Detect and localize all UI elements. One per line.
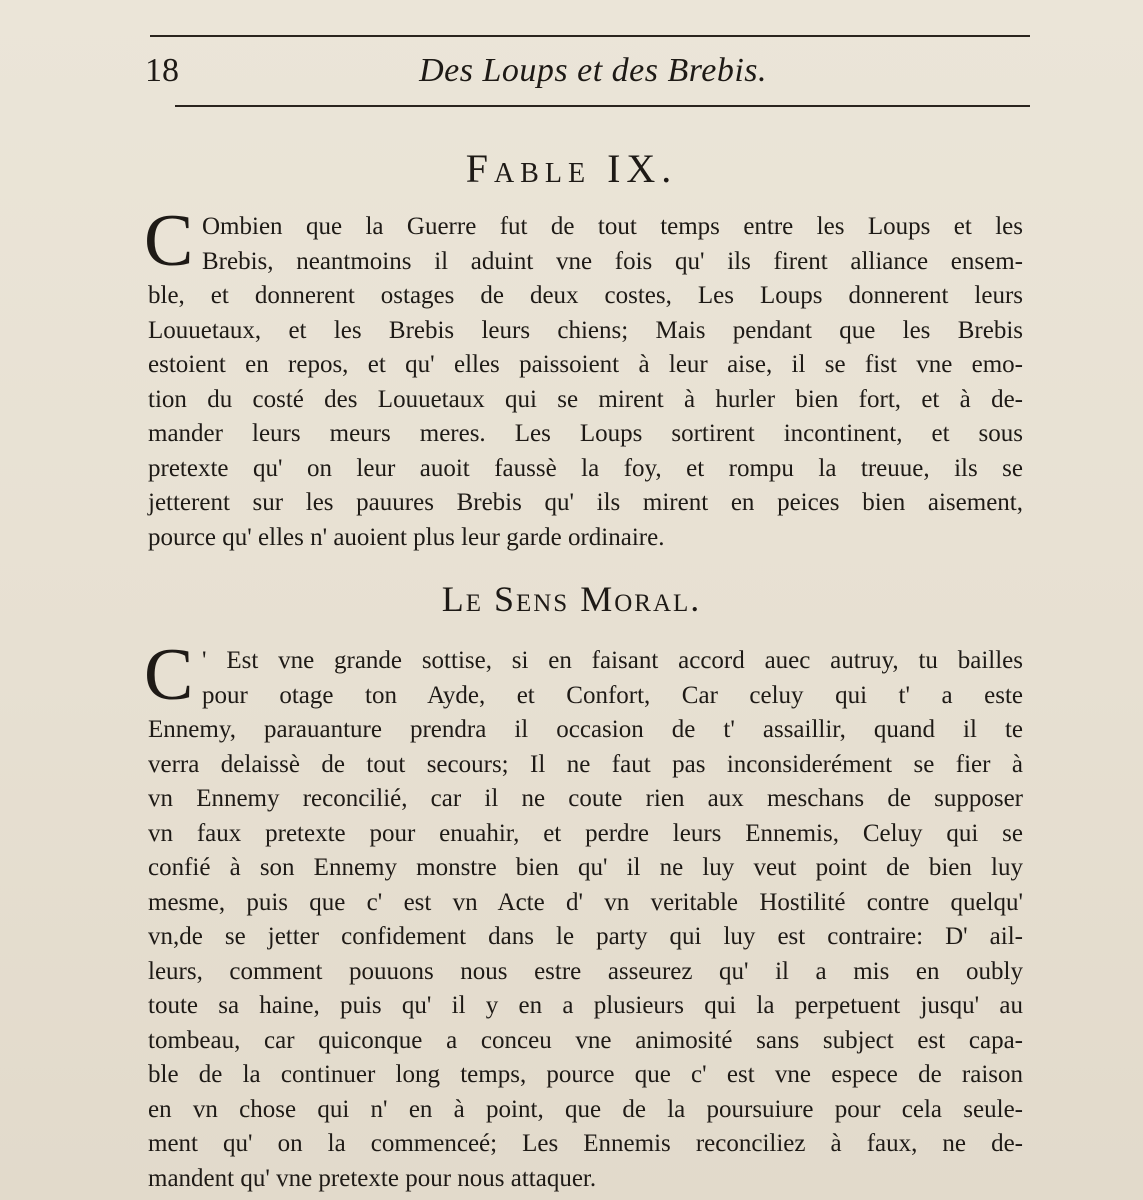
moral-dropcap: C	[144, 634, 194, 716]
fable-line: Ombien que la Guerre fut de tout temps entre les Loups et les	[202, 213, 1023, 240]
fable-line: jetterent sur les pauures Brebis qu' ils mirent en peices bien aisement,	[148, 489, 1023, 516]
moral-line: ment qu' on la commenceé; Les Ennemis reconciliez à faux, ne de-	[148, 1130, 1023, 1157]
moral-line: mandent qu' vne pretexte pour nous attaquer.	[148, 1164, 597, 1192]
moral-line: confié à son Ennemy monstre bien qu' il ne luy veut point de bien luy	[148, 854, 1023, 881]
header-rule-top	[150, 35, 1030, 37]
fable-line: pource qu' elles n' auoient plus leur garde ordinaire.	[148, 523, 665, 551]
fable-line: mander leurs meurs meres. Les Loups sortirent incontinent, et sous	[148, 420, 1023, 447]
moral-line: leurs, comment pouuons nous estre asseurez qu' il a mis en oubly	[148, 957, 1023, 985]
moral-line: vn,de se jetter confidement dans le party qui luy est contraire: D' ail-	[148, 923, 1023, 950]
moral-line: vn faux pretexte pour enuahir, et perdre leurs Ennemis, Celuy qui se	[148, 819, 1023, 847]
fable-line: Louuetaux, et les Brebis leurs chiens; Mais pendant que les Brebis	[148, 316, 1023, 344]
fable-line: tion du costé des Louuetaux qui se mirent à hurler bien fort, et à de-	[148, 385, 1023, 413]
fable-line: estoient en repos, et qu' elles paissoient à leur aise, il se fist vne emo-	[148, 351, 1023, 378]
fable-line: ble, et donnerent ostages de deux costes, Les Loups donnerent leurs	[148, 282, 1023, 309]
moral-line: mesme, puis que c' est vn Acte d' vn veritable Hostilité contre quelqu'	[148, 888, 1023, 916]
header-rule-bottom	[175, 105, 1030, 107]
page-header	[145, 52, 1025, 102]
moral-line: ' Est vne grande sottise, si en faisant accord auec autruy, tu bailles	[202, 647, 1023, 674]
fable-line: Brebis, neantmoins il aduint vne fois qu' ils firent alliance ensem-	[202, 247, 1023, 275]
fable-text	[144, 200, 1023, 555]
page-number: 18	[145, 52, 179, 89]
moral-line: vn Ennemy reconcilié, car il ne coute rien aux meschans de supposer	[148, 785, 1023, 812]
moral-line: tombeau, car quiconque a conceu vne animosité sans subject est capa-	[148, 1026, 1023, 1054]
moral-line: en vn chose qui n' en à point, que de la poursuiure pour cela seule-	[148, 1095, 1023, 1123]
moral-line: Ennemy, parauanture prendra il occasion de t' assaillir, quand il te	[148, 716, 1023, 743]
moral-line: toute sa haine, puis qu' il y en a plusieurs qui la perpetuent jusqu' au	[148, 992, 1023, 1019]
moral-line: verra delaissè de tout secours; Il ne faut pas inconsiderément se fier à	[148, 750, 1023, 778]
moral-line: ble de la continuer long temps, pource que c' est vne espece de raison	[148, 1061, 1023, 1088]
moral-text	[144, 634, 1023, 1196]
running-head: Des Loups et des Brebis.	[419, 52, 767, 89]
moral-line: pour otage ton Ayde, et Confort, Car celuy qui t' a este	[202, 681, 1023, 709]
fable-title: Fable IX.	[465, 146, 678, 191]
fable-dropcap: C	[144, 200, 194, 282]
moral-title: Le Sens Moral.	[441, 579, 702, 619]
fable-line: pretexte qu' on leur auoit faussè la foy, et rompu la treuue, ils se	[148, 454, 1023, 482]
